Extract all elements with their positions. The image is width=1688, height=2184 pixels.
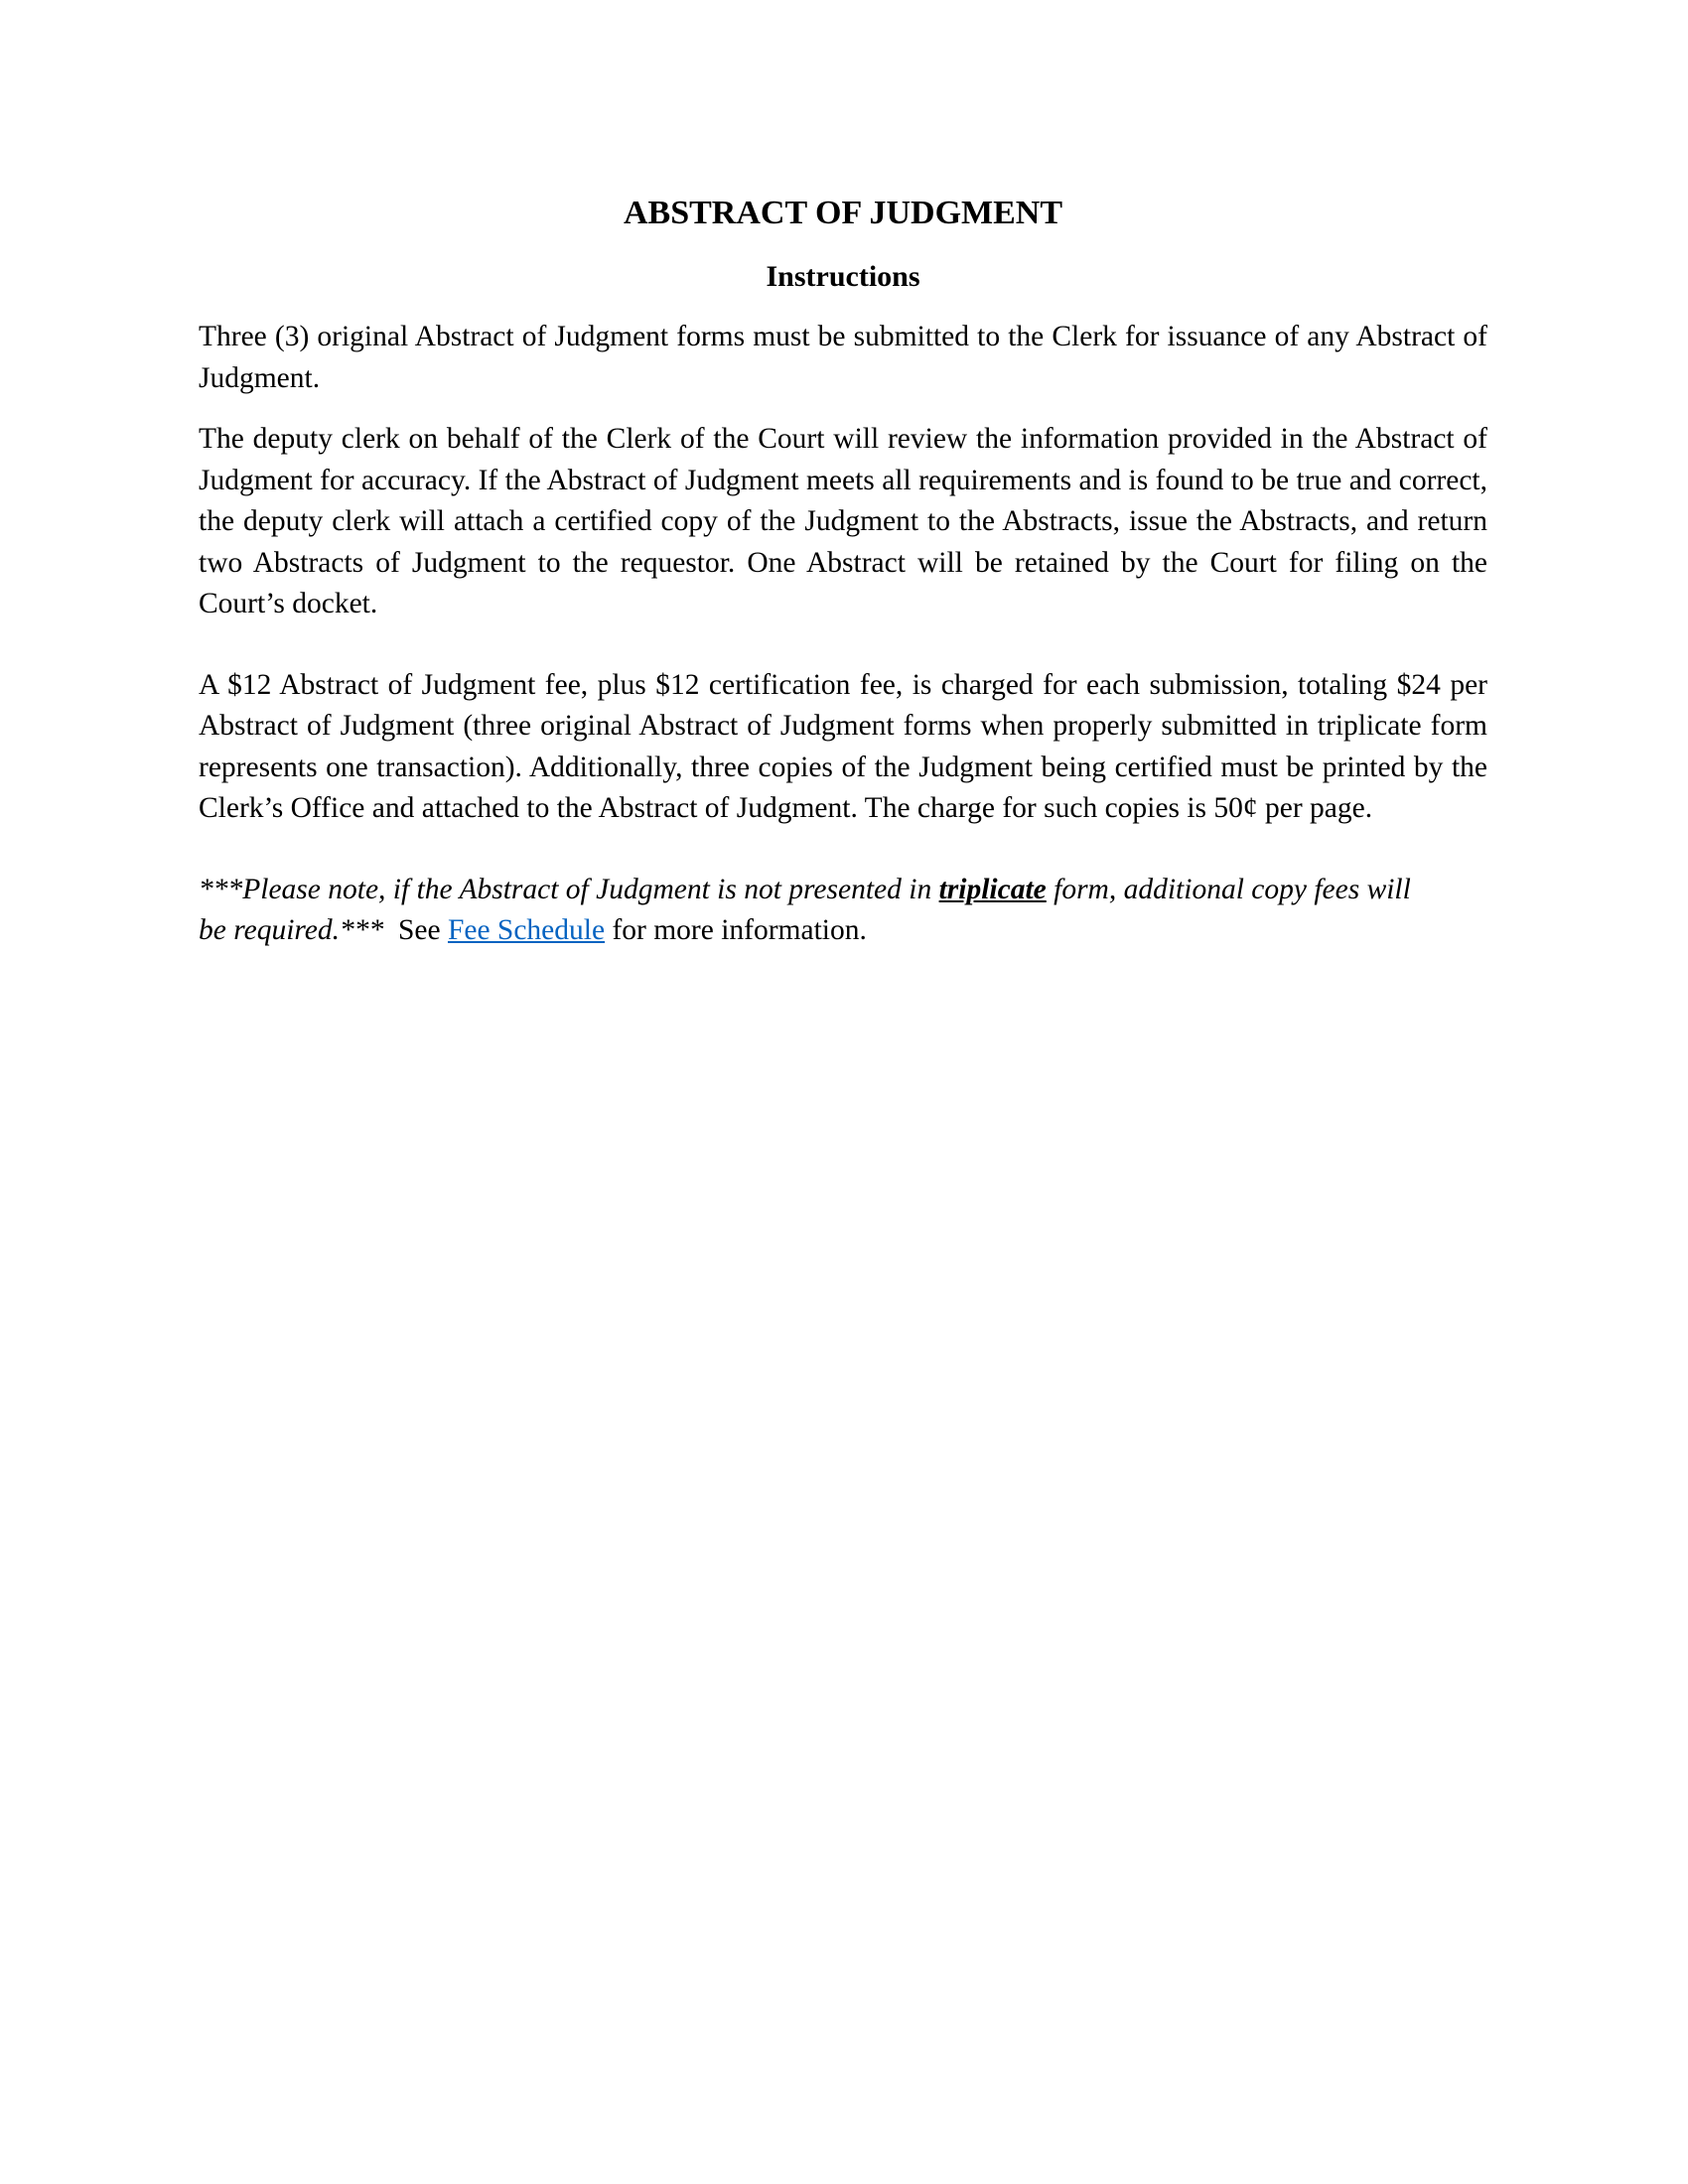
- fee-schedule-link[interactable]: Fee Schedule: [447, 914, 606, 946]
- document-title: ABSTRACT OF JUDGMENT: [623, 195, 1063, 231]
- paragraph-submission-requirement: Three (3) original Abstract of Judgment forms must be submitted to the Clerk for issuance of any Abstract of Judgment.: [199, 321, 1487, 394]
- paragraph-fees: A $12 Abstract of Judgment fee, plus $12 certification fee, is charged for each submission, totaling $24 per Abstract of Judgment (three original Abstract of Judgment forms when properly submitted in triplicate form represents one transaction). Additionally, three copies of the Judgment being certified must be printed by the Clerk’s Office and attached to the Abstract of Judgment. The charge for such copies is 50¢ per page.: [199, 668, 1487, 824]
- note-paragraph: [199, 870, 1420, 952]
- note-text-before: ***Please note, if the Abstract of Judgment is not presented in: [199, 873, 939, 905]
- note-text-after: form, additional copy fees will be required.***: [199, 873, 1411, 946]
- document-page: [199, 194, 1487, 952]
- document-subtitle: Instructions: [766, 260, 920, 293]
- note-after-link: for more information.: [605, 914, 867, 946]
- paragraph-review-process: The deputy clerk on behalf of the Clerk of the Court will review the information provided in the Abstract of Judgment for accuracy. If the Abstract of Judgment meets all requirements and is found to be true and correct, the deputy clerk will attach a certified copy of the Judgment to the Abstracts, issue the Abstracts, and return two Abstracts of Judgment to the requestor. One Abstract will be retained by the Court for filing on the Court’s docket.: [199, 423, 1487, 619]
- note-see-text: See: [383, 914, 448, 946]
- note-emphasis-triplicate: triplicate: [938, 873, 1047, 905]
